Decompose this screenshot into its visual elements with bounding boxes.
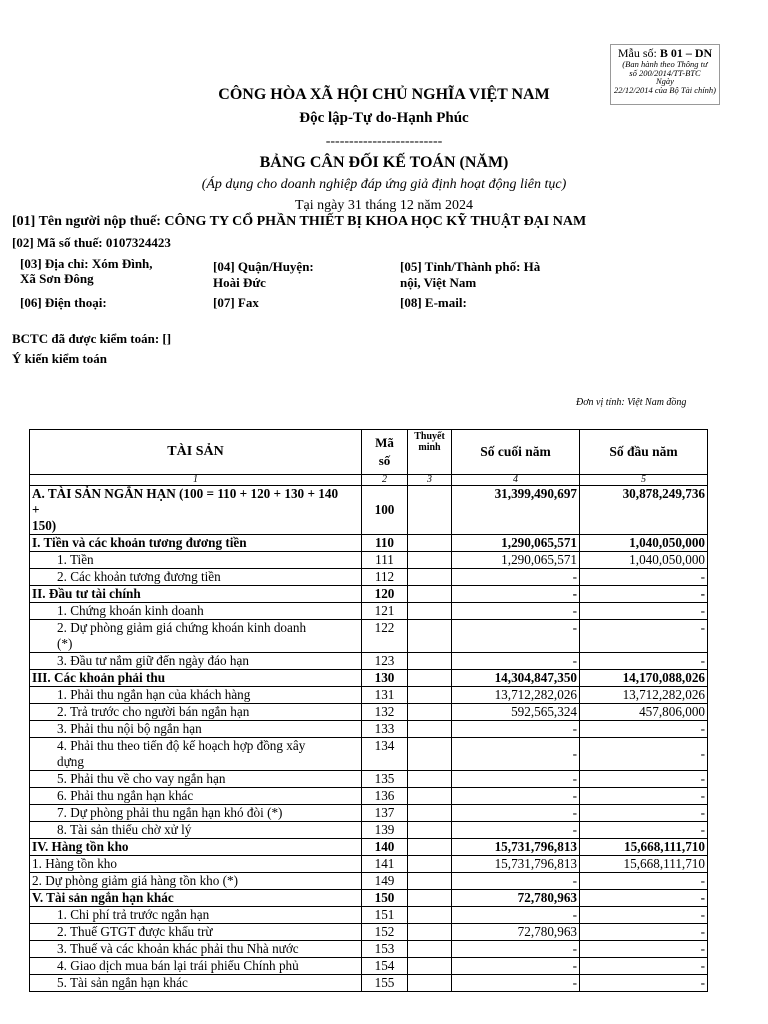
balance-sheet-table	[29, 429, 708, 992]
row-end-value: -	[452, 907, 580, 924]
row-label: 1. Chi phí trả trước ngắn hạn	[30, 907, 362, 924]
row-begin-value: 457,806,000	[580, 704, 708, 721]
row-end-value: 13,712,282,026	[452, 687, 580, 704]
row-note	[408, 653, 452, 670]
row-label: 5. Tài sản ngắn hạn khác	[30, 975, 362, 992]
column-index: 3	[408, 475, 452, 486]
table-row	[30, 535, 708, 552]
row-end-value: 31,399,490,697	[452, 486, 580, 535]
row-begin-value: 15,668,111,710	[580, 856, 708, 873]
row-note	[408, 552, 452, 569]
table-row	[30, 586, 708, 603]
tax-code: [02] Mã số thuế: 0107324423	[12, 235, 171, 250]
row-note	[408, 603, 452, 620]
row-begin-value: -	[580, 975, 708, 992]
row-end-value: 72,780,963	[452, 924, 580, 941]
row-note	[408, 958, 452, 975]
row-label: 4. Giao dịch mua bán lại trái phiếu Chính phủ	[30, 958, 362, 975]
row-label: 1. Phải thu ngắn hạn của khách hàng	[30, 687, 362, 704]
table-body	[30, 486, 708, 992]
row-end-value: -	[452, 603, 580, 620]
audited-status: BCTC đã được kiểm toán: []	[12, 331, 172, 346]
report-subtitle: (Áp dụng cho doanh nghiệp đáp ứng giả định hoạt động liên tục)	[201, 177, 567, 192]
table-row	[30, 890, 708, 907]
row-label: 2. Thuế GTGT được khấu trừ	[30, 924, 362, 941]
table-row	[30, 552, 708, 569]
audit-opinion: Ý kiến kiểm toán	[12, 351, 107, 366]
table-row	[30, 958, 708, 975]
row-end-value: 1,290,065,571	[452, 535, 580, 552]
row-end-value: -	[452, 569, 580, 586]
table-row	[30, 738, 708, 771]
row-code: 100	[362, 486, 408, 535]
motto: Độc lập-Tự do-Hạnh Phúc	[299, 110, 469, 126]
row-label: III. Các khoản phải thu	[30, 670, 362, 687]
row-code: 140	[362, 839, 408, 856]
table-row	[30, 721, 708, 738]
row-code: 135	[362, 771, 408, 788]
row-label: 2. Dự phòng giảm giá chứng khoán kinh doanh (*)	[30, 620, 362, 653]
row-note	[408, 924, 452, 941]
row-label: 5. Phải thu về cho vay ngắn hạn	[30, 771, 362, 788]
row-code: 111	[362, 552, 408, 569]
row-note	[408, 890, 452, 907]
row-code: 152	[362, 924, 408, 941]
row-note	[408, 907, 452, 924]
row-end-value: -	[452, 958, 580, 975]
row-begin-value: -	[580, 941, 708, 958]
row-note	[408, 856, 452, 873]
row-note	[408, 788, 452, 805]
row-begin-value: -	[580, 924, 708, 941]
row-begin-value: -	[580, 907, 708, 924]
row-note	[408, 704, 452, 721]
country-name: CÔNG HÒA XÃ HỘI CHỦ NGHĨA VIỆT NAM	[218, 86, 550, 103]
table-row	[30, 924, 708, 941]
table-row	[30, 907, 708, 924]
row-note	[408, 535, 452, 552]
header-divider: -------------------------	[325, 134, 443, 149]
row-end-value: 72,780,963	[452, 890, 580, 907]
row-code: 149	[362, 873, 408, 890]
row-note	[408, 941, 452, 958]
row-note	[408, 738, 452, 771]
form-circular-number: số 200/2014/TT-BTC	[629, 67, 701, 78]
row-code: 123	[362, 653, 408, 670]
row-end-value: 1,290,065,571	[452, 552, 580, 569]
row-end-value: -	[452, 805, 580, 822]
table-header-row	[30, 430, 708, 475]
row-end-value: -	[452, 771, 580, 788]
row-begin-value: -	[580, 653, 708, 670]
column-index-row	[30, 475, 708, 486]
table-row	[30, 822, 708, 839]
row-begin-value: -	[580, 738, 708, 771]
row-note	[408, 975, 452, 992]
row-end-value: -	[452, 738, 580, 771]
row-label: 2. Các khoản tương đương tiền	[30, 569, 362, 586]
row-code: 150	[362, 890, 408, 907]
row-label: 1. Chứng khoán kinh doanh	[30, 603, 362, 620]
currency-unit: Đơn vị tính: Việt Nam đồng	[576, 397, 687, 408]
row-label: 7. Dự phòng phải thu ngắn hạn khó đòi (*)	[30, 805, 362, 822]
row-code: 136	[362, 788, 408, 805]
row-label: V. Tài sản ngắn hạn khác	[30, 890, 362, 907]
row-begin-value: -	[580, 873, 708, 890]
row-label: 2. Dự phòng giảm giá hàng tồn kho (*)	[30, 873, 362, 890]
header-note: Thuyết minh	[408, 430, 452, 475]
row-begin-value: -	[580, 958, 708, 975]
table-row	[30, 856, 708, 873]
row-begin-value: 30,878,249,736	[580, 486, 708, 535]
row-label: 1. Hàng tồn kho	[30, 856, 362, 873]
row-end-value: -	[452, 721, 580, 738]
table-row	[30, 687, 708, 704]
row-code: 155	[362, 975, 408, 992]
row-label: 3. Thuế và các khoản khác phải thu Nhà nước	[30, 941, 362, 958]
row-note	[408, 721, 452, 738]
column-index: 4	[452, 475, 580, 486]
row-begin-value: -	[580, 603, 708, 620]
row-end-value: 14,304,847,350	[452, 670, 580, 687]
table-row	[30, 941, 708, 958]
table-row	[30, 620, 708, 653]
table-row	[30, 704, 708, 721]
email: [08] E-mail:	[400, 295, 467, 310]
row-label: II. Đầu tư tài chính	[30, 586, 362, 603]
row-end-value: -	[452, 941, 580, 958]
row-begin-value: 15,668,111,710	[580, 839, 708, 856]
row-end-value: -	[452, 653, 580, 670]
header-code: Mã số	[362, 430, 408, 475]
taxpayer-name: [01] Tên người nộp thuế: CÔNG TY CỔ PHẦN THIẾT BỊ KHOA HỌC KỸ THUẬT ĐẠI NAM	[12, 214, 587, 229]
column-index: 5	[580, 475, 708, 486]
row-begin-value: -	[580, 721, 708, 738]
header-end-of-year: Số cuối năm	[452, 430, 580, 475]
row-code: 120	[362, 586, 408, 603]
row-end-value: -	[452, 788, 580, 805]
row-end-value: -	[452, 586, 580, 603]
column-index: 2	[362, 475, 408, 486]
row-code: 112	[362, 569, 408, 586]
form-number: Mẫu số: B 01 – DN	[617, 46, 713, 60]
row-label: 2. Trả trước cho người bán ngắn hạn	[30, 704, 362, 721]
row-end-value: -	[452, 620, 580, 653]
table-row	[30, 839, 708, 856]
table-row	[30, 805, 708, 822]
row-label: I. Tiền và các khoản tương đương tiền	[30, 535, 362, 552]
report-date: Tại ngày 31 tháng 12 năm 2024	[294, 198, 474, 213]
row-end-value: -	[452, 873, 580, 890]
header-asset: TÀI SẢN	[30, 430, 362, 475]
row-label: 3. Phải thu nội bộ ngắn hạn	[30, 721, 362, 738]
phone: [06] Điện thoại:	[20, 295, 107, 310]
row-note	[408, 873, 452, 890]
row-label: 6. Phải thu ngắn hạn khác	[30, 788, 362, 805]
row-code: 121	[362, 603, 408, 620]
row-label: 1. Tiền	[30, 552, 362, 569]
row-note	[408, 839, 452, 856]
row-note	[408, 620, 452, 653]
table-row	[30, 788, 708, 805]
row-end-value: 592,565,324	[452, 704, 580, 721]
column-index: 1	[30, 475, 362, 486]
row-begin-value: -	[580, 890, 708, 907]
row-note	[408, 687, 452, 704]
row-note	[408, 771, 452, 788]
table-row	[30, 569, 708, 586]
row-begin-value: -	[580, 771, 708, 788]
row-code: 133	[362, 721, 408, 738]
row-begin-value: 1,040,050,000	[580, 535, 708, 552]
province: [05] Tỉnh/Thành phố: Hà nội, Việt Nam	[400, 259, 541, 290]
row-note	[408, 586, 452, 603]
table-row	[30, 653, 708, 670]
row-label: 8. Tài sản thiếu chờ xử lý	[30, 822, 362, 839]
row-end-value: 15,731,796,813	[452, 856, 580, 873]
row-label: 4. Phải thu theo tiến độ kế hoạch hợp đồng xây dựng	[30, 738, 362, 771]
row-code: 154	[362, 958, 408, 975]
row-code: 122	[362, 620, 408, 653]
row-begin-value: -	[580, 586, 708, 603]
row-code: 132	[362, 704, 408, 721]
district: [04] Quận/Huyện: Hoài Đức	[213, 259, 314, 290]
table-row	[30, 486, 708, 535]
row-code: 141	[362, 856, 408, 873]
row-code: 151	[362, 907, 408, 924]
table-row	[30, 603, 708, 620]
row-code: 139	[362, 822, 408, 839]
row-note	[408, 486, 452, 535]
header-beginning-of-year: Số đầu năm	[580, 430, 708, 475]
row-code: 130	[362, 670, 408, 687]
row-code: 153	[362, 941, 408, 958]
row-code: 134	[362, 738, 408, 771]
row-label: IV. Hàng tồn kho	[30, 839, 362, 856]
row-note	[408, 569, 452, 586]
row-note	[408, 822, 452, 839]
row-label: A. TÀI SẢN NGẮN HẠN (100 = 110 + 120 + 130 + 140 + 150)	[30, 486, 362, 535]
table-row	[30, 670, 708, 687]
row-end-value: 15,731,796,813	[452, 839, 580, 856]
row-begin-value: -	[580, 805, 708, 822]
table-row	[30, 975, 708, 992]
form-date-label: Ngày	[656, 76, 674, 87]
row-code: 110	[362, 535, 408, 552]
row-begin-value: 13,712,282,026	[580, 687, 708, 704]
row-note	[408, 670, 452, 687]
form-circular-line: (Ban hành theo Thông tư	[622, 58, 708, 69]
row-note	[408, 805, 452, 822]
row-code: 137	[362, 805, 408, 822]
row-begin-value: -	[580, 620, 708, 653]
row-begin-value: -	[580, 788, 708, 805]
table-row	[30, 873, 708, 890]
row-begin-value: 1,040,050,000	[580, 552, 708, 569]
row-begin-value: -	[580, 569, 708, 586]
table-row	[30, 771, 708, 788]
report-title: BẢNG CÂN ĐỐI KẾ TOÁN (NĂM)	[259, 154, 509, 171]
fax: [07] Fax	[213, 295, 259, 310]
form-date: 22/12/2014 của Bộ Tài chính)	[614, 85, 716, 96]
row-end-value: -	[452, 975, 580, 992]
row-code: 131	[362, 687, 408, 704]
row-label: 3. Đầu tư nắm giữ đến ngày đáo hạn	[30, 653, 362, 670]
row-end-value: -	[452, 822, 580, 839]
address: [03] Địa chỉ: Xóm Đình, Xã Sơn Đông	[20, 256, 153, 286]
row-begin-value: -	[580, 822, 708, 839]
row-begin-value: 14,170,088,026	[580, 670, 708, 687]
